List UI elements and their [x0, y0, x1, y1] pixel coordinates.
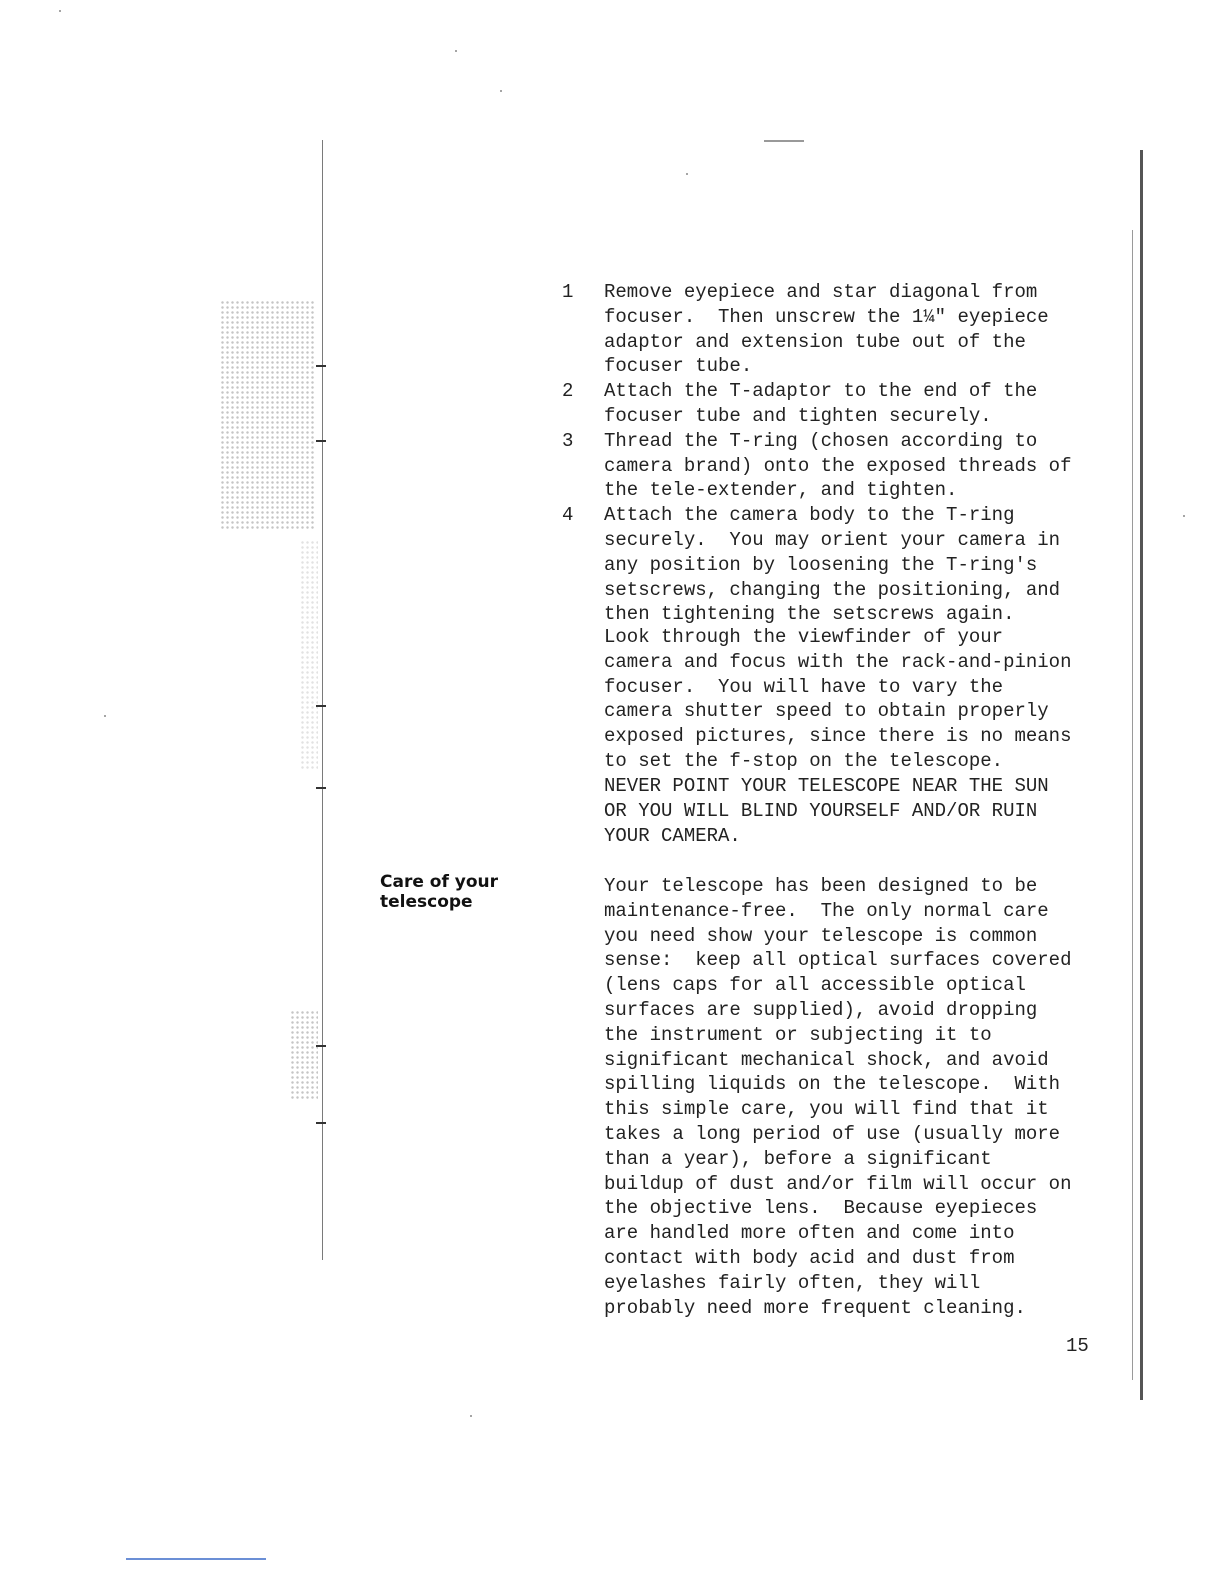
step-text: Thread the T-ring (chosen according to camera brand) onto the exposed threads of the tele-extender, and tighten. [604, 429, 1072, 502]
scan-dot [59, 10, 61, 12]
step-text: Remove eyepiece and star diagonal from focuser. Then unscrew the 1¼" eyepiece adaptor and extension tube out of the focuser tube. [604, 281, 1049, 378]
step-number: 2 [562, 380, 574, 403]
scan-speckle [290, 1010, 318, 1100]
step-number: 4 [562, 504, 574, 527]
binding-tick [316, 787, 326, 789]
scan-margin-line-left [322, 140, 323, 1260]
scan-mark [764, 140, 804, 142]
step-text: Attach the camera body to the T-ring securely. You may orient your camera in any position by loosening the T-ring's setscrews, changing the positioning, and then tightening the setscrews again. [604, 504, 1061, 626]
sun-warning: NEVER POINT YOUR TELESCOPE NEAR THE SUN OR YOU WILL BLIND YOURSELF AND/OR RUIN YOUR CAMERA. [604, 775, 1049, 847]
scan-blue-line [126, 1558, 266, 1560]
binding-tick [316, 365, 326, 367]
step-text: Attach the T-adaptor to the end of the focuser tube and tighten securely. [604, 380, 1038, 427]
step-number: 1 [562, 281, 574, 303]
scan-dot [1183, 515, 1185, 517]
scan-dot [470, 1415, 472, 1417]
scan-margin-line-right [1140, 150, 1143, 1400]
scan-dot [455, 50, 457, 52]
binding-tick [316, 1122, 326, 1124]
step-item [562, 280, 1122, 379]
binding-tick [316, 440, 326, 442]
scan-speckle [220, 300, 315, 530]
care-section-body: Your telescope has been designed to be maintenance-free. The only normal care you need show your telescope is common sense: keep all optical surfaces covered (lens caps for all accessible optical surfaces are supplied), avoid dropping the instrument or subjecting it to significant mechanical shock, and avoid spilling liquids on the telescope. With this simple care, you will find that it takes a long period of use (usually more than a year), before a significant buildup of dust and/or film will occur on the objective lens. Because eyepieces are handled more often and come into contact with body acid and dust from eyelashes fairly often, they will probably need more frequent cleaning. [604, 875, 1072, 1319]
scan-dot [104, 715, 106, 717]
camera-attachment-steps [562, 280, 1122, 627]
scan-speckle [300, 540, 318, 770]
page-number: 15 [1066, 1335, 1089, 1357]
step-item [562, 429, 1122, 503]
care-section-heading: Care of your telescope [380, 872, 499, 912]
scan-margin-line-right-inner [1132, 230, 1133, 1380]
focus-paragraph: Look through the viewfinder of your camera and focus with the rack-and-pinion focuser. You will have to vary the camera shutter speed to obtain properly exposed pictures, since there is no means to set the f-stop on the telescope. [604, 626, 1072, 772]
step-number: 3 [562, 429, 574, 452]
step-item [562, 379, 1122, 429]
scan-dot [500, 90, 502, 92]
scan-dot [686, 173, 688, 175]
step-item [562, 503, 1122, 627]
